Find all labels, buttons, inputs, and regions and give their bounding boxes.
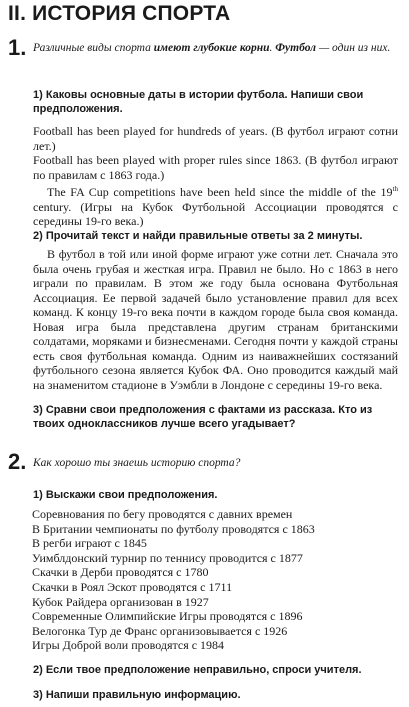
exercise-2-task-1: 1) Выскажи свои предположения.	[33, 489, 218, 501]
emphasized-phrase: Футбол	[275, 42, 317, 54]
sport-date-item: Кубок Райдера организован в 1927	[32, 594, 209, 609]
exercise-2-number: 2.	[8, 449, 27, 474]
exercise-2-task-3: 3) Напиши правильную информацию.	[33, 689, 241, 701]
exercise-1-task-1: 1) Каковы основные даты в истории футбола. Напиши свои предположения.	[33, 89, 364, 115]
football-history-text	[33, 247, 398, 392]
sport-date-item: Уимблдонский турнир по теннису проводится с 1877	[32, 550, 303, 565]
intro-text: .	[269, 42, 276, 54]
exercise-1-statement-1: Football has been played for hundreds of years. (В футбол играют сотни лет.)	[33, 124, 398, 153]
football-history-paragraph: В футбол в той или иной форме играют уже сотни лет. Сначала это была очень грубая и жесткая игра. Правил не было. Но с 1863 в него играли по правилам. В этом же году была основана Футбольная Ассоциация. Ее первой задачей было установление правил для всех команд. К концу 19-го века почти в каждом городе была своя команда. Новая игра была представлена другим странам британскими солдатами, моряками и бизнесменами. Сегодня почти у каждой страны есть своя футбольная команда. Одним из наиважнейших состязаний футбольного сезона является Кубок ФА. Оно проводится каждый май на знаменитом стадионе в Уэмбли в Лондоне с середины 19-го века.	[33, 247, 398, 392]
exercise-2-intro: Как хорошо ты знаешь историю спорта?	[33, 457, 241, 469]
intro-text: — один из них.	[316, 42, 391, 54]
emphasized-phrase: имеют глубокие корни	[153, 42, 270, 54]
exercise-1-intro	[33, 41, 398, 56]
sport-date-item: Скачки в Роял Эскот проводятся с 1711	[32, 579, 233, 594]
section-title: II. ИСТОРИЯ СПОРТА	[8, 2, 231, 25]
sport-date-item: В регби играют с 1845	[32, 536, 147, 551]
sport-date-item: Велогонка Тур де Франс организовывается с 1926	[32, 623, 288, 638]
exercise-1-statement-3: The FA Cup competitions have been held since the middle of the 19th century. (Игры на Кубок Футбольной Ассоциации проводятся с середины 19-го века.)	[33, 185, 398, 228]
sport-dates-list	[32, 507, 392, 653]
exercise-1-number: 1.	[8, 35, 27, 60]
exercise-1-statement-2: Football has been played with proper rules since 1863. (В футбол играют по правилам с 1863 года.)	[33, 153, 398, 182]
exercise-2-task-2: 2) Если твое предположение неправильно, спроси учителя.	[33, 664, 362, 676]
exercise-1-task-2: 2) Прочитай текст и найди правильные ответы за 2 минуты.	[33, 230, 363, 242]
exercise-1-task-3: 3) Сравни свои предположения с фактами из рассказа. Кто из твоих одноклассников лучше всего угадывает?	[33, 404, 373, 430]
sport-date-item: В Британии чемпионаты по футболу проводятся с 1863	[32, 521, 315, 536]
sport-date-item: Скачки в Дерби проводятся с 1780	[32, 565, 209, 580]
sport-date-item: Соревнования по бегу проводятся с давних времен	[32, 507, 293, 521]
sport-date-item: Игры Доброй воли проводятся с 1984	[32, 638, 225, 653]
sport-date-item: Современные Олимпийские Игры проводятся с 1896	[32, 609, 303, 624]
intro-text: Различные виды спорта	[33, 42, 154, 54]
